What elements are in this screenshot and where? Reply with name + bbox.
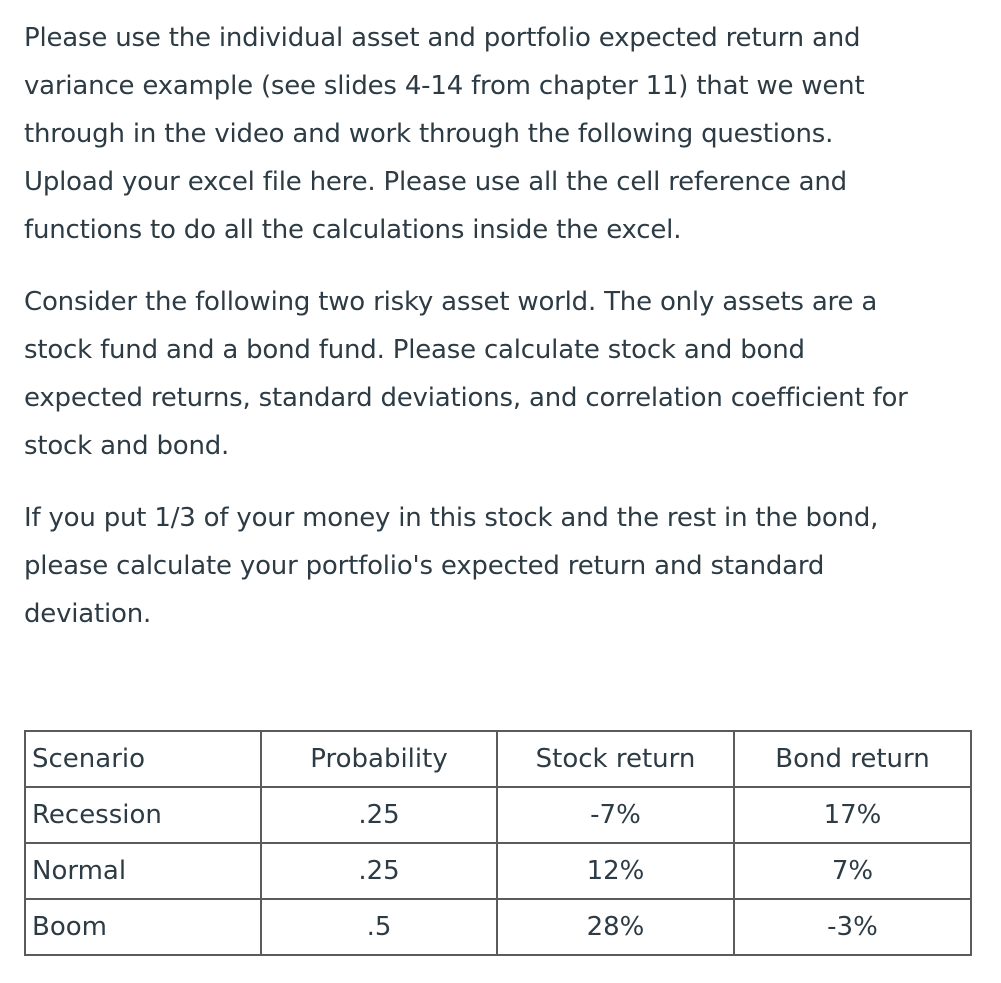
header-probability: Probability (261, 731, 497, 787)
table-row (25, 899, 971, 955)
table-row (25, 843, 971, 899)
problem-setup-paragraph: Consider the following two risky asset world. The only assets are a stock fund and a bond fund. Please calculate stock and bond expected returns, standard deviations, and correlation coefficient for stock and bond. (24, 287, 908, 461)
stock-return-cell: 28% (497, 899, 734, 955)
question-body (24, 14, 1001, 638)
stock-return-cell: -7% (497, 787, 734, 843)
scenario-cell: Normal (25, 843, 261, 899)
scenario-cell: Boom (25, 899, 261, 955)
bond-return-cell: 17% (734, 787, 971, 843)
table-row (25, 787, 971, 843)
header-stock-return: Stock return (497, 731, 734, 787)
bond-return-cell: -3% (734, 899, 971, 955)
instructions-paragraph: Please use the individual asset and portfolio expected return and variance example (see slides 4-14 from chapter 11) that we went through in the video and work through the following questions. Upload your excel file here. Please use all the cell reference and functions to do all the calculations inside the excel. (24, 23, 865, 245)
bond-return-cell: 7% (734, 843, 971, 899)
probability-cell: .25 (261, 787, 497, 843)
probability-cell: .25 (261, 843, 497, 899)
portfolio-question-paragraph: If you put 1/3 of your money in this stock and the rest in the bond, please calculate your portfolio's expected return and standard deviation. (24, 503, 879, 629)
header-bond-return: Bond return (734, 731, 971, 787)
stock-return-cell: 12% (497, 843, 734, 899)
table-header-row (25, 731, 971, 787)
scenario-returns-table (24, 730, 972, 956)
header-scenario: Scenario (25, 731, 261, 787)
scenario-cell: Recession (25, 787, 261, 843)
probability-cell: .5 (261, 899, 497, 955)
